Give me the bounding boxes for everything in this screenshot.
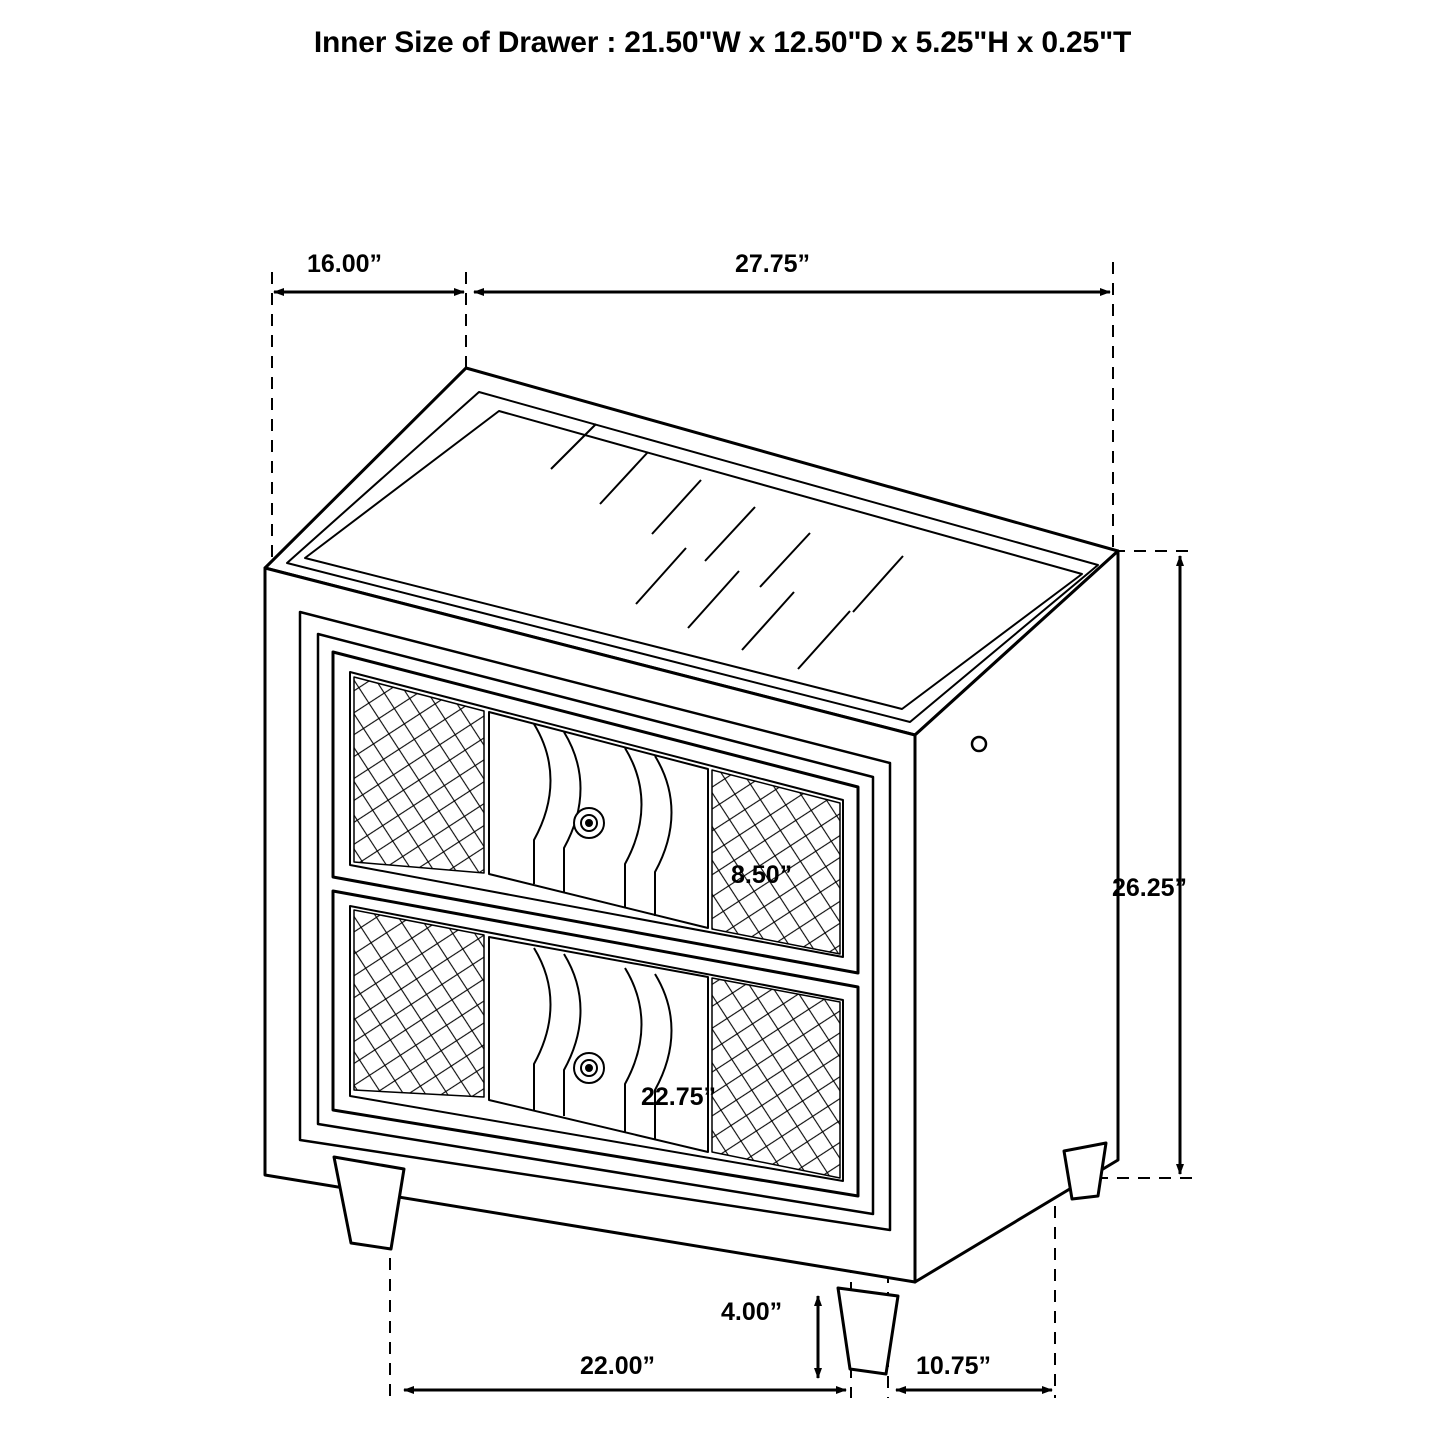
drawer-lower-mirror-left xyxy=(354,910,484,1097)
dim-label-base-depth: 10.75” xyxy=(916,1352,992,1380)
page-title: Inner Size of Drawer : 21.50"W x 12.50"D x 5.25"H x 0.25"T xyxy=(313,26,1132,59)
dim-label-drawer-width: 22.75” xyxy=(641,1083,717,1111)
dim-label-depth-top: 16.00” xyxy=(307,250,383,278)
dim-label-base-width: 22.00” xyxy=(580,1352,656,1380)
leg-front-left xyxy=(334,1157,404,1249)
leg-front-right xyxy=(838,1288,898,1374)
dim-label-width-top: 27.75” xyxy=(735,250,811,278)
leg-back-right xyxy=(1064,1143,1106,1199)
dim-label-height-right: 26.25” xyxy=(1112,874,1188,902)
dim-label-drawer-height: 8.50” xyxy=(731,861,793,889)
drawer-upper-knob xyxy=(574,808,604,838)
drawer-upper-mirror-left xyxy=(354,677,484,873)
nightstand-body xyxy=(265,368,1118,1374)
drawer-lower-knob xyxy=(574,1053,604,1083)
dim-label-leg-height: 4.00” xyxy=(721,1298,783,1326)
side-screw-hole xyxy=(972,737,986,751)
drawer-lower-mirror-right xyxy=(712,978,840,1178)
